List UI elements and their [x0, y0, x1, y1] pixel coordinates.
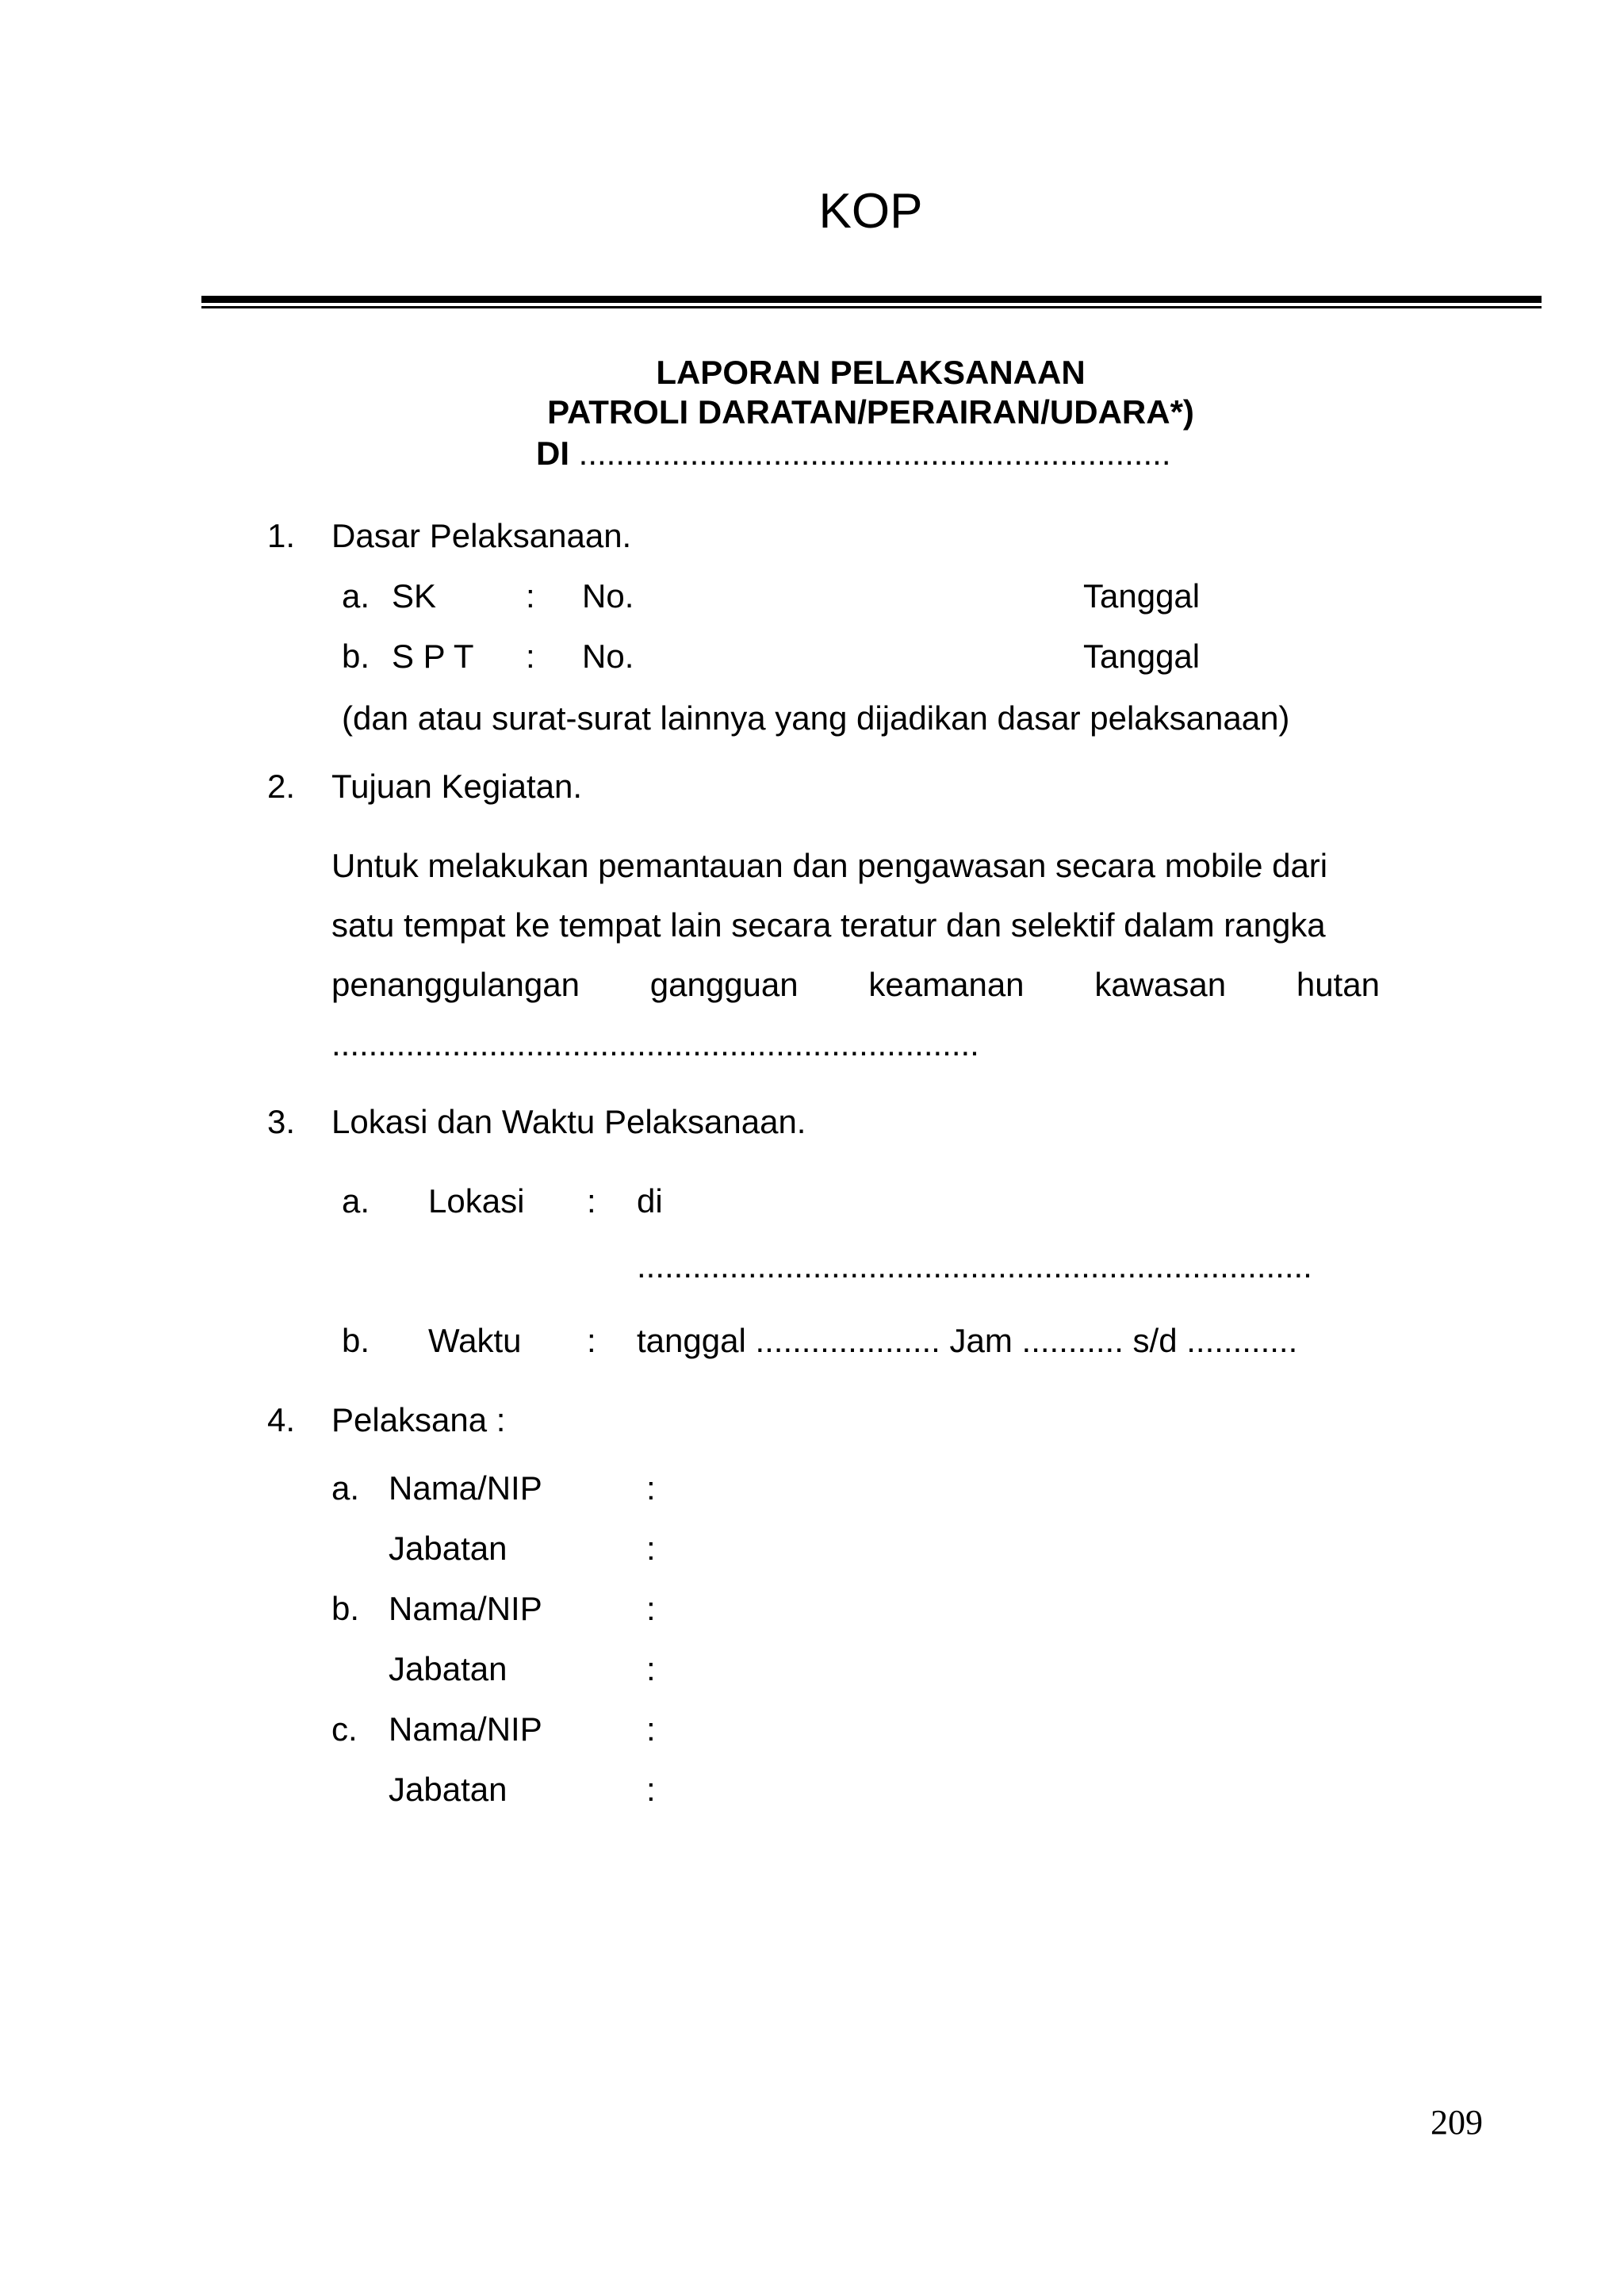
section-1-item-b-colon: :	[526, 638, 535, 675]
section-4-member-a-nama-colon: :	[646, 1469, 656, 1507]
section-4-member-b-nama-colon: :	[646, 1590, 656, 1627]
section-1-note: (dan atau surat-surat lainnya yang dijadikan dasar pelaksanaan)	[342, 699, 1290, 737]
section-3-lokasi-dots: .........................................................................	[637, 1247, 1312, 1285]
section-1-number: 1.	[267, 517, 296, 554]
section-2-word: penanggulangan	[331, 966, 580, 1003]
section-4-member-a-nama-label: Nama/NIP	[389, 1469, 542, 1507]
report-title-line-2: PATROLI DARATAN/PERAIRAN/UDARA*)	[547, 393, 1194, 431]
section-1-item-b-tanggal: Tanggal	[1083, 638, 1201, 675]
section-1-item-a-letter: a.	[342, 577, 370, 615]
section-4-member-c-nama-colon: :	[646, 1710, 656, 1748]
title-di-dots: ................................................................	[578, 435, 1171, 472]
section-2-word: keamanan	[868, 966, 1025, 1003]
title-di-label: DI	[536, 435, 569, 472]
section-4-member-c-letter: c.	[331, 1710, 358, 1748]
section-4-member-b-jabatan-label: Jabatan	[389, 1650, 508, 1687]
section-3-waktu-label: Waktu	[428, 1322, 522, 1359]
section-2-heading: Tujuan Kegiatan.	[331, 768, 583, 805]
section-2-word: hutan	[1296, 966, 1380, 1003]
kop-heading: KOP	[818, 184, 923, 239]
report-title-line-3	[536, 435, 1170, 473]
section-3-waktu-value: tanggal .................... Jam ........... s/d ............	[637, 1322, 1298, 1359]
header-rule-thin	[201, 306, 1542, 308]
section-3-lokasi-letter: a.	[342, 1182, 370, 1220]
page-number: 209	[1431, 2103, 1483, 2142]
section-1-item-b-no: No.	[582, 638, 634, 675]
section-3-lokasi-value: di	[637, 1182, 663, 1220]
section-3-lokasi-colon: :	[587, 1182, 596, 1220]
section-1-item-a-tanggal: Tanggal	[1083, 577, 1201, 615]
section-3-waktu-letter: b.	[342, 1322, 370, 1359]
section-4-heading: Pelaksana :	[331, 1401, 506, 1438]
section-2-number: 2.	[267, 768, 296, 805]
section-1-item-a-colon: :	[526, 577, 535, 615]
section-2-text-line-1: Untuk melakukan pemantauan dan pengawasan secara mobile dari	[331, 847, 1328, 884]
section-1-heading: Dasar Pelaksanaan.	[331, 517, 632, 554]
report-title-line-1: LAPORAN PELAKSANAAN	[656, 354, 1086, 391]
section-4-member-b-letter: b.	[331, 1590, 360, 1627]
section-3-number: 3.	[267, 1103, 296, 1140]
section-4-member-a-jabatan-label: Jabatan	[389, 1530, 508, 1567]
section-1-item-b-letter: b.	[342, 638, 370, 675]
section-4-member-a-jabatan-colon: :	[646, 1530, 656, 1567]
section-4-member-c-jabatan-colon: :	[646, 1771, 656, 1808]
section-2-word: gangguan	[649, 966, 799, 1003]
section-1-item-a-no: No.	[582, 577, 634, 615]
section-4-member-c-jabatan-label: Jabatan	[389, 1771, 508, 1808]
section-3-heading: Lokasi dan Waktu Pelaksanaan.	[331, 1103, 806, 1140]
header-rule-thick	[201, 296, 1542, 303]
section-2-text-line-2: satu tempat ke tempat lain secara teratur dan selektif dalam rangka	[331, 906, 1326, 944]
section-4-member-a-letter: a.	[331, 1469, 360, 1507]
section-4-member-c-nama-label: Nama/NIP	[389, 1710, 542, 1748]
section-4-number: 4.	[267, 1401, 296, 1438]
section-3-lokasi-label: Lokasi	[428, 1182, 525, 1220]
section-3-waktu-colon: :	[587, 1322, 596, 1359]
section-4-member-b-nama-label: Nama/NIP	[389, 1590, 542, 1627]
section-2-word: kawasan	[1094, 966, 1227, 1003]
section-2-dots: ......................................................................	[331, 1025, 979, 1063]
section-1-item-a-label: SK	[392, 577, 437, 615]
section-2-text-line-3	[331, 966, 1380, 1004]
section-1-item-b-label: S P T	[392, 638, 474, 675]
section-4-member-b-jabatan-colon: :	[646, 1650, 656, 1687]
